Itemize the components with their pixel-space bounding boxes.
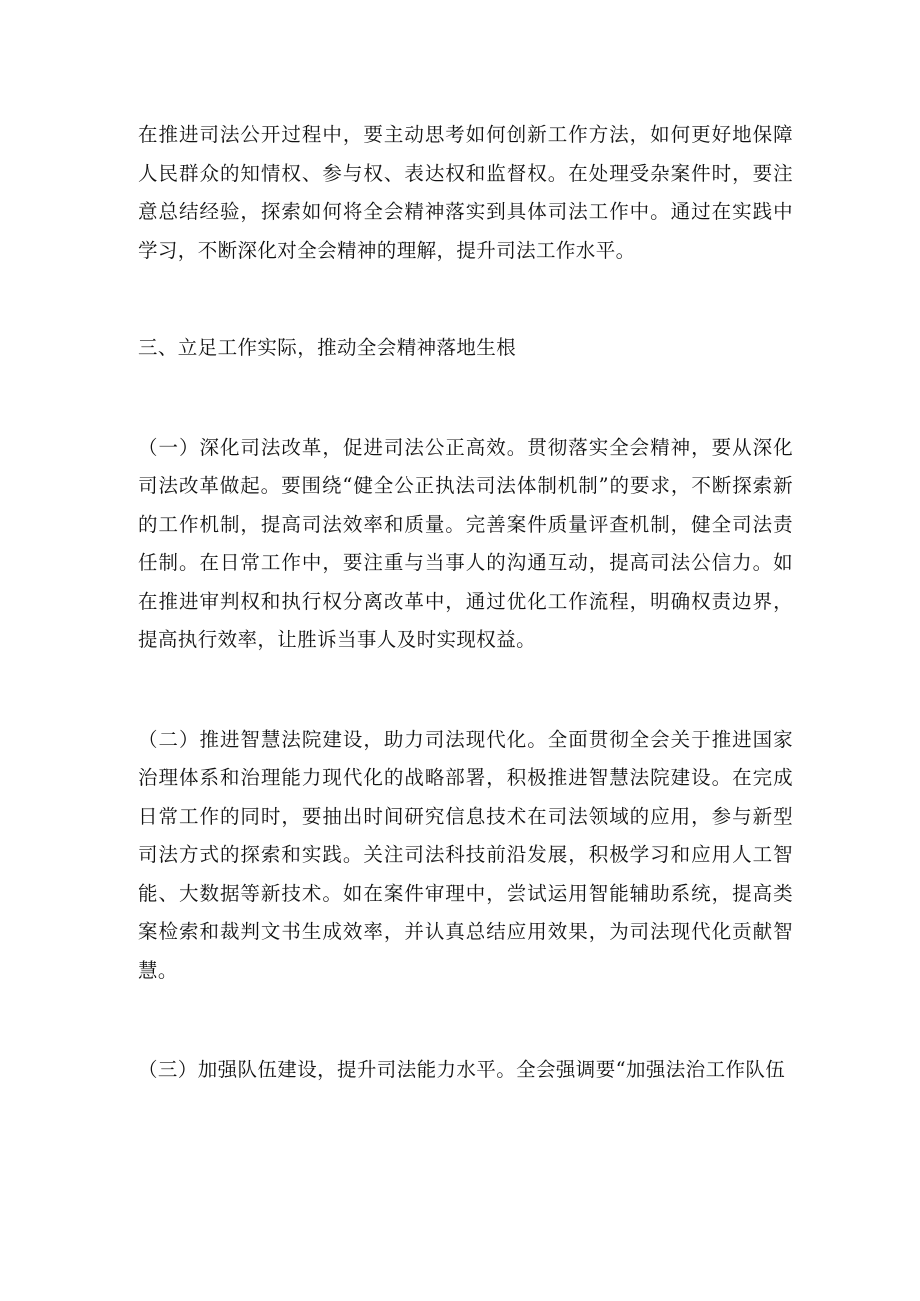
paragraph-spacer [138,270,793,329]
section-heading-three: 三、立足工作实际，推动全会精神落地生根 [138,336,517,359]
paragraph-team-building: （三）加强队伍建设，提升司法能力水平。全会强调要“加强法治工作队伍 [138,1058,786,1081]
paragraph-judicial-openness: 在推进司法公开过程中，要主动思考如何创新工作方法，如何更好地保障人民群众的知情权、参与权、表达权和监督权。在处理受杂案件时，要注意总结经验，探索如何将全会精神落实到具体司法工作中。通过在实践中学习，不断深化对全会精神的理解，提升司法工作水平。 [138,123,793,262]
paragraph-judicial-reform: （一）深化司法改革，促进司法公正高效。贯彻落实全会精神，要从深化司法改革做起。要围绕“健全公正执法司法体制机制”的要求，不断探索新的工作机制，提高司法效率和质量。完善案件质量评查机制，健全司法责任制。在日常工作中，要注重与当事人的沟通互动，提高司法公信力。如在推进审判权和执行权分离改革中，通过优化工作流程，明确权责边界，提高执行效率，让胜诉当事人及时实现权益。 [138,435,793,651]
paragraph-spacer [138,660,793,721]
document-page [138,116,793,1090]
paragraph-spacer [138,368,793,429]
paragraph-spacer [138,990,793,1051]
paragraph-smart-court: （二）推进智慧法院建设，助力司法现代化。全面贯彻全会关于推进国家治理体系和治理能力现代化的战略部署，积极推进智慧法院建设。在完成日常工作的同时，要抽出时间研究信息技术在司法领域的应用，参与新型司法方式的探索和实践。关注司法科技前沿发展，积极学习和应用人工智能、大数据等新技术。如在案件审理中，尝试运用智能辅助系统，提高类案检索和裁判文书生成效率，并认真总结应用效果，为司法现代化贡献智慧。 [138,727,793,982]
